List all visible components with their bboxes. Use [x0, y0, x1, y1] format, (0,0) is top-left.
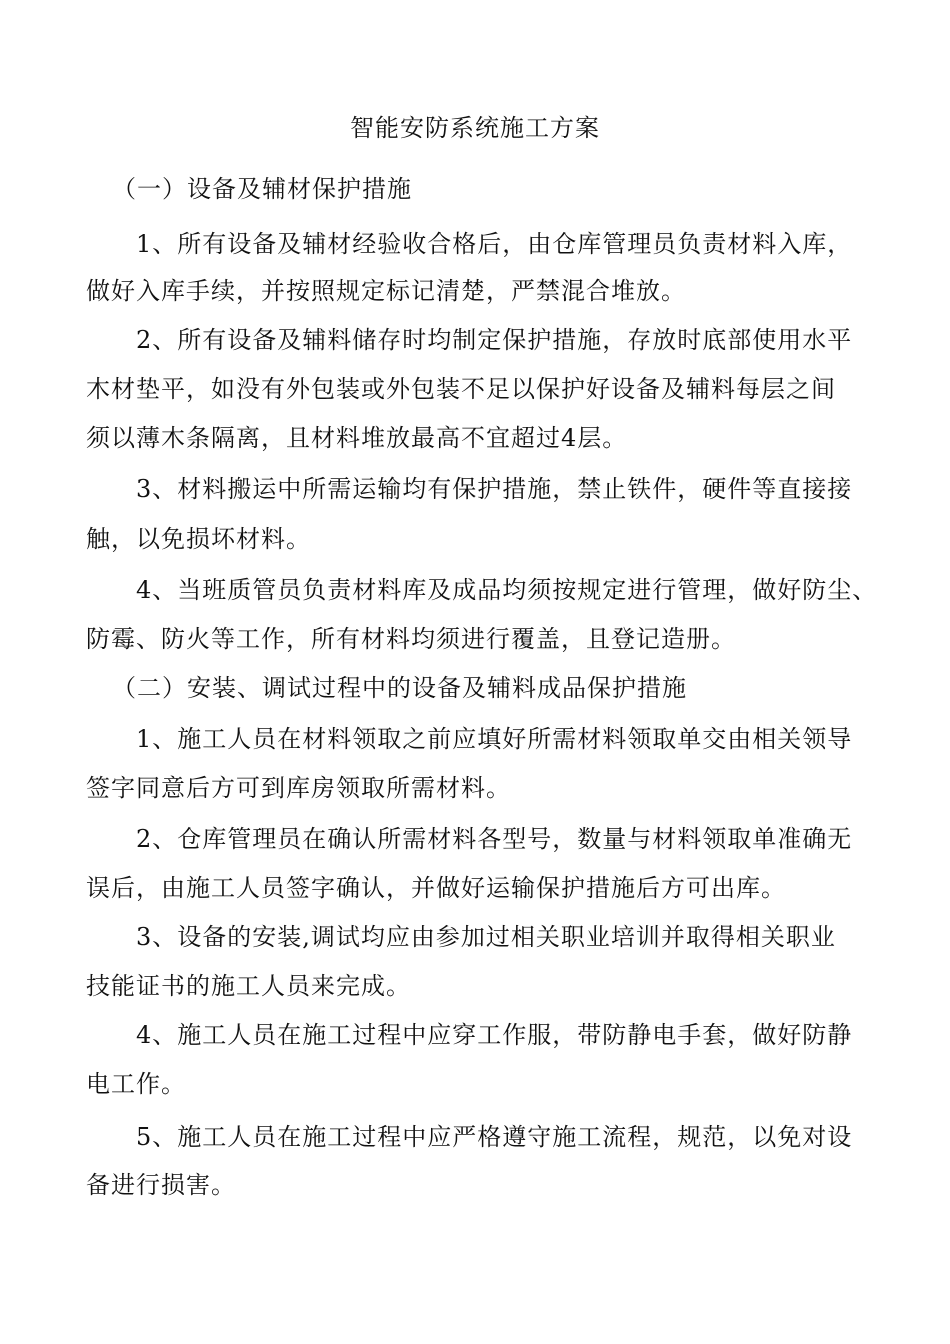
- paragraph-line: 1、施工人员在材料领取之前应填好所需材料领取单交由相关领导: [136, 725, 853, 753]
- paragraph-line: 误后，由施工人员签字确认，并做好运输保护措施后方可出库。: [86, 874, 786, 902]
- paragraph-line: 防霉、防火等工作，所有材料均须进行覆盖，且登记造册。: [86, 625, 736, 653]
- paragraph-line: 4、当班质管员负责材料库及成品均须按规定进行管理，做好防尘、: [136, 576, 878, 604]
- section-heading-1: （一）设备及辅材保护措施: [112, 175, 412, 203]
- paragraph-line: 技能证书的施工人员来完成。: [86, 972, 411, 1000]
- paragraph-line: 4、施工人员在施工过程中应穿工作服，带防静电手套，做好防静: [136, 1021, 853, 1049]
- paragraph-line: 备进行损害。: [86, 1171, 236, 1199]
- paragraph-line: 触，以免损坏材料。: [86, 525, 311, 553]
- paragraph-line: 2、仓库管理员在确认所需材料各型号，数量与材料领取单准确无: [136, 825, 853, 853]
- document-title: 智能安防系统施工方案: [350, 114, 600, 142]
- paragraph-line: 3、设备的安装,调试均应由参加过相关职业培训并取得相关职业: [136, 923, 836, 951]
- paragraph-line: 3、材料搬运中所需运输均有保护措施，禁止铁件，硬件等直接接: [136, 475, 853, 503]
- paragraph-line: 5、施工人员在施工过程中应严格遵守施工流程，规范，以免对设: [136, 1123, 853, 1151]
- paragraph-line: 须以薄木条隔离，且材料堆放最高不宜超过4层。: [86, 424, 628, 452]
- paragraph-line: 2、所有设备及辅料储存时均制定保护措施，存放时底部使用水平: [136, 326, 853, 354]
- paragraph-line: 1、所有设备及辅材经验收合格后，由仓库管理员负责材料入库，: [136, 230, 853, 258]
- paragraph-line: 电工作。: [86, 1070, 186, 1098]
- paragraph-line: 做好入库手续，并按照规定标记清楚，严禁混合堆放。: [86, 277, 686, 305]
- paragraph-line: 木材垫平，如没有外包装或外包装不足以保护好设备及辅料每层之间: [86, 375, 836, 403]
- section-heading-2: （二）安装、调试过程中的设备及辅料成品保护措施: [112, 674, 687, 702]
- paragraph-line: 签字同意后方可到库房领取所需材料。: [86, 774, 511, 802]
